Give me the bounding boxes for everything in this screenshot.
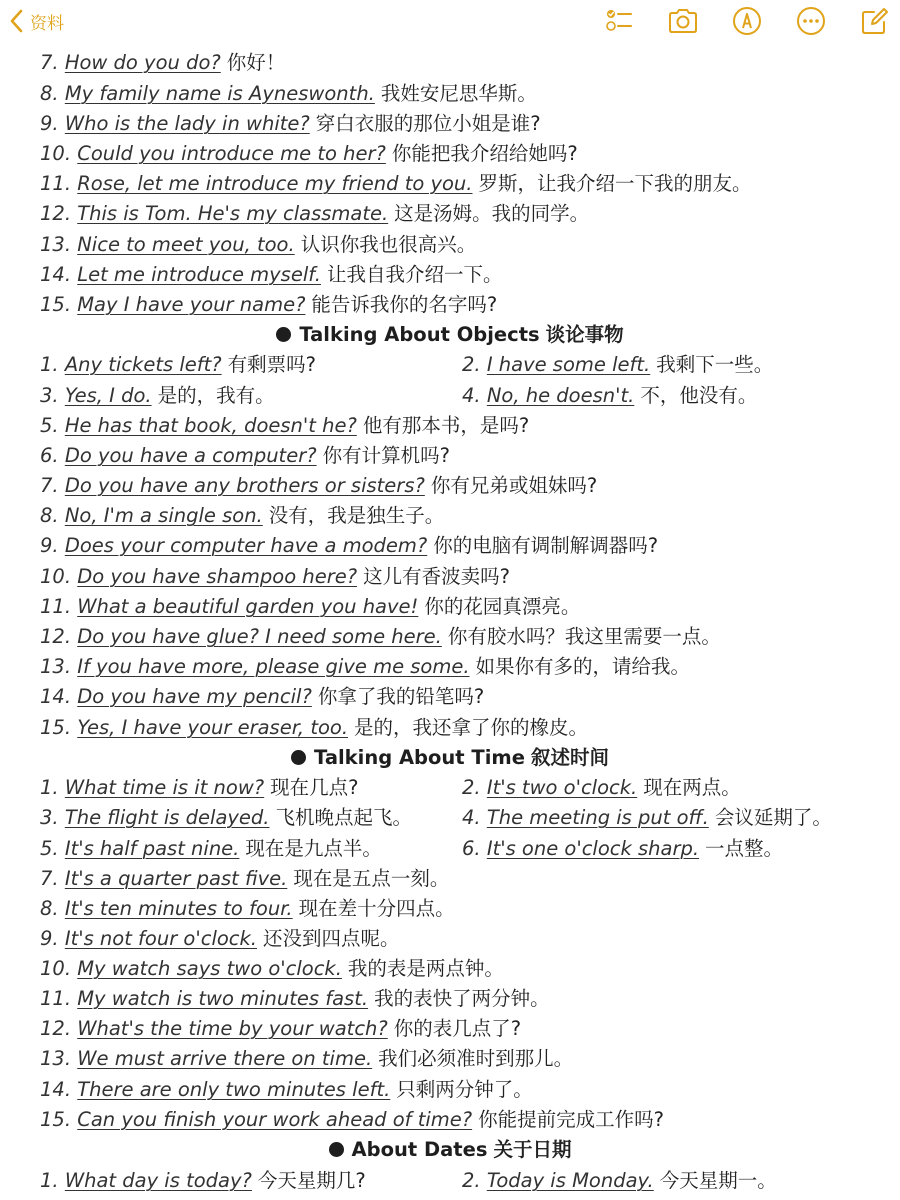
chevron-left-icon <box>4 6 30 36</box>
list-item <box>40 290 497 320</box>
chinese-translation: 你的电脑有调制解调器吗? <box>433 534 659 557</box>
item-number: 13. <box>40 1047 72 1070</box>
chinese-translation: 有剩票吗? <box>227 353 316 376</box>
chinese-translation: 只剩两分钟了。 <box>396 1078 533 1101</box>
item-number: 12. <box>40 202 72 225</box>
chinese-translation: 我剩下一些。 <box>656 353 774 376</box>
chinese-translation: 我姓安尼思华斯。 <box>380 82 537 105</box>
english-phrase: There are only two minutes left. <box>77 1078 391 1101</box>
section-heading <box>0 320 900 350</box>
item-number: 8. <box>40 897 59 920</box>
chinese-translation: 这是汤姆。我的同学。 <box>394 202 590 225</box>
english-phrase: What's the time by your watch? <box>77 1017 388 1040</box>
bullet-icon <box>291 750 306 765</box>
chinese-translation: 没有，我是独生子。 <box>268 504 445 527</box>
english-phrase: Nice to meet you, too. <box>77 233 295 256</box>
english-phrase: Do you have a computer? <box>64 444 317 467</box>
list-item <box>40 230 476 260</box>
list-item <box>462 803 832 833</box>
english-phrase: May I have your name? <box>77 293 306 316</box>
item-number: 7. <box>40 51 59 74</box>
chinese-translation: 是的，我还拿了你的橡皮。 <box>354 716 589 739</box>
list-item <box>40 1105 664 1135</box>
item-number: 6. <box>462 837 481 860</box>
item-number: 2. <box>462 776 481 799</box>
english-phrase: My watch says two o'clock. <box>77 957 342 980</box>
section-heading-zh: 谈论事物 <box>545 323 624 346</box>
chinese-translation: 你的花园真漂亮。 <box>424 595 581 618</box>
item-number: 5. <box>40 837 59 860</box>
english-phrase: No, I'm a single son. <box>64 504 263 527</box>
list-item <box>40 169 752 199</box>
toolbar-actions <box>602 4 892 38</box>
item-number: 13. <box>40 655 72 678</box>
english-phrase: We must arrive there on time. <box>77 1047 373 1070</box>
top-toolbar <box>0 0 900 44</box>
item-number: 9. <box>40 534 59 557</box>
english-phrase: Do you have my pencil? <box>77 685 312 708</box>
chinese-translation: 飞机晚点起飞。 <box>275 806 413 829</box>
english-phrase: It's one o'clock sharp. <box>486 837 700 860</box>
section-heading <box>0 743 900 773</box>
back-button[interactable] <box>4 6 64 36</box>
item-number: 7. <box>40 474 59 497</box>
item-number: 8. <box>40 504 59 527</box>
chinese-translation: 穿白衣服的那位小姐是谁? <box>315 112 541 135</box>
english-phrase: Does your computer have a modem? <box>64 534 428 557</box>
list-item <box>40 894 455 924</box>
item-number: 10. <box>40 142 72 165</box>
item-number: 12. <box>40 1017 72 1040</box>
item-number: 8. <box>40 82 59 105</box>
chinese-translation: 我们必须准时到那儿。 <box>378 1047 574 1070</box>
list-item <box>40 79 537 109</box>
chinese-translation: 现在两点。 <box>643 776 741 799</box>
chinese-translation: 你能提前完成工作吗? <box>478 1108 664 1131</box>
list-item <box>40 984 550 1014</box>
chinese-translation: 我的表快了两分钟。 <box>374 987 550 1010</box>
english-phrase: It's not four o'clock. <box>64 927 258 950</box>
item-number: 3. <box>40 384 59 407</box>
english-phrase: What a beautiful garden you have! <box>77 595 419 618</box>
english-phrase: The flight is delayed. <box>64 806 270 829</box>
english-phrase: It's two o'clock. <box>486 776 638 799</box>
list-item <box>40 1014 521 1044</box>
chinese-translation: 你的表几点了? <box>393 1017 522 1040</box>
list-item <box>40 471 597 501</box>
list-item <box>40 954 504 984</box>
chinese-translation: 你拿了我的铅笔吗? <box>317 685 485 708</box>
compose-icon[interactable] <box>858 4 892 38</box>
item-number: 14. <box>40 685 72 708</box>
list-item <box>40 803 412 833</box>
chinese-translation: 是的，我有。 <box>157 384 275 407</box>
english-phrase: This is Tom. He's my classmate. <box>77 202 389 225</box>
item-number: 9. <box>40 927 59 950</box>
chinese-translation: 一点整。 <box>705 837 784 860</box>
chinese-translation: 我的表是两点钟。 <box>347 957 504 980</box>
item-number: 10. <box>40 565 72 588</box>
list-item <box>40 864 449 894</box>
english-phrase: It's half past nine. <box>64 837 240 860</box>
chinese-translation: 现在几点? <box>270 776 359 799</box>
english-phrase: It's a quarter past five. <box>64 867 288 890</box>
list-item <box>40 501 444 531</box>
english-phrase: What time is it now? <box>64 776 265 799</box>
chinese-translation: 让我自我介绍一下。 <box>326 263 503 286</box>
section-heading-zh: 叙述时间 <box>530 746 609 769</box>
list-item <box>40 562 510 592</box>
bullet-icon <box>276 327 291 342</box>
chinese-translation: 现在差十分四点。 <box>298 897 455 920</box>
item-number: 2. <box>462 1169 481 1192</box>
list-item <box>40 773 359 803</box>
english-phrase: Could you introduce me to her? <box>77 142 386 165</box>
list-item <box>40 1166 366 1196</box>
list-item <box>40 834 382 864</box>
list-item <box>40 682 484 712</box>
english-phrase: If you have more, please give me some. <box>77 655 470 678</box>
list-item <box>462 834 783 864</box>
item-number: 1. <box>40 1169 59 1192</box>
item-number: 4. <box>462 384 481 407</box>
item-number: 1. <box>40 353 59 376</box>
english-phrase: Yes, I do. <box>64 384 152 407</box>
english-phrase: Do you have shampoo here? <box>77 565 358 588</box>
item-number: 11. <box>40 172 72 195</box>
english-phrase: My family name is Ayneswonth. <box>64 82 375 105</box>
list-item <box>40 531 658 561</box>
item-number: 9. <box>40 112 59 135</box>
chinese-translation: 罗斯，让我介绍一下我的朋友。 <box>478 172 752 195</box>
section-heading <box>0 1135 900 1165</box>
item-number: 14. <box>40 263 72 286</box>
item-number: 2. <box>462 353 481 376</box>
english-phrase: Who is the lady in white? <box>64 112 310 135</box>
chinese-translation: 不，他没有。 <box>640 384 758 407</box>
chinese-translation: 会议延期了。 <box>714 806 832 829</box>
chinese-translation: 你有计算机吗? <box>322 444 450 467</box>
item-number: 1. <box>40 776 59 799</box>
markup-pen-icon[interactable] <box>730 4 764 38</box>
item-number: 11. <box>40 987 72 1010</box>
list-item <box>40 350 316 380</box>
english-phrase: Any tickets left? <box>64 353 222 376</box>
item-number: 15. <box>40 1108 72 1131</box>
chinese-translation: 他有那本书，是吗? <box>362 414 530 437</box>
list-item <box>462 773 741 803</box>
english-phrase: The meeting is put off. <box>486 806 709 829</box>
chinese-translation: 你有兄弟或姐妹吗? <box>430 474 598 497</box>
english-phrase: Today is Monday. <box>486 1169 654 1192</box>
chinese-translation: 能告诉我你的名字吗? <box>311 293 498 316</box>
chinese-translation: 今天星期几? <box>257 1169 366 1192</box>
list-item <box>462 381 757 411</box>
camera-icon[interactable] <box>666 4 700 38</box>
list-item <box>40 260 502 290</box>
item-number: 12. <box>40 625 72 648</box>
chinese-translation: 你好！ <box>226 51 286 74</box>
english-phrase: Do you have any brothers or sisters? <box>64 474 425 497</box>
back-button-label: 资料 <box>30 13 64 34</box>
english-phrase: I have some left. <box>486 353 651 376</box>
english-phrase: Rose, let me introduce my friend to you. <box>77 172 473 195</box>
english-phrase: No, he doesn't. <box>486 384 635 407</box>
item-number: 11. <box>40 595 72 618</box>
chinese-translation: 这儿有香波卖吗? <box>363 565 510 588</box>
list-item <box>40 622 721 652</box>
english-phrase: What day is today? <box>64 1169 252 1192</box>
list-item <box>40 109 541 139</box>
list-item <box>40 924 400 954</box>
item-number: 4. <box>462 806 481 829</box>
section-heading-en: Talking About Time <box>314 746 525 769</box>
chinese-translation: 如果你有多的，请给我。 <box>475 655 691 678</box>
section-heading-en: About Dates <box>351 1138 488 1161</box>
chinese-translation: 你有胶水吗？我这里需要一点。 <box>447 625 721 648</box>
item-number: 13. <box>40 233 72 256</box>
english-phrase: My watch is two minutes fast. <box>77 987 369 1010</box>
list-item <box>40 411 529 441</box>
list-item <box>40 199 589 229</box>
item-number: 7. <box>40 867 59 890</box>
item-number: 10. <box>40 957 72 980</box>
list-item <box>40 652 690 682</box>
item-number: 15. <box>40 293 72 316</box>
list-item <box>40 441 450 471</box>
list-item <box>40 139 578 169</box>
item-number: 15. <box>40 716 72 739</box>
english-phrase: Let me introduce myself. <box>77 263 321 286</box>
item-number: 5. <box>40 414 59 437</box>
list-item <box>462 350 773 380</box>
chinese-translation: 你能把我介绍给她吗? <box>391 142 578 165</box>
item-number: 14. <box>40 1078 72 1101</box>
section-heading-zh: 关于日期 <box>493 1138 572 1161</box>
chinese-translation: 还没到四点呢。 <box>263 927 400 950</box>
item-number: 6. <box>40 444 59 467</box>
english-phrase: He has that book, doesn't he? <box>64 414 357 437</box>
section-heading-en: Talking About Objects <box>299 323 540 346</box>
checklist-icon[interactable] <box>602 4 636 38</box>
list-item <box>40 1075 533 1105</box>
english-phrase: Can you finish your work ahead of time? <box>77 1108 473 1131</box>
list-item <box>40 1044 573 1074</box>
chinese-translation: 认识你我也很高兴。 <box>300 233 477 256</box>
english-phrase: How do you do? <box>64 51 221 74</box>
english-phrase: It's ten minutes to four. <box>64 897 293 920</box>
more-icon[interactable] <box>794 4 828 38</box>
list-item <box>40 592 580 622</box>
chinese-translation: 现在是九点半。 <box>245 837 382 860</box>
list-item <box>462 1166 777 1196</box>
list-item <box>40 713 588 743</box>
english-phrase: Do you have glue? I need some here. <box>77 625 442 648</box>
item-number: 3. <box>40 806 59 829</box>
english-phrase: Yes, I have your eraser, too. <box>77 716 349 739</box>
bullet-icon <box>329 1142 344 1157</box>
list-item <box>40 48 285 78</box>
chinese-translation: 现在是五点一刻。 <box>293 867 450 890</box>
chinese-translation: 今天星期一。 <box>659 1169 777 1192</box>
list-item <box>40 381 275 411</box>
